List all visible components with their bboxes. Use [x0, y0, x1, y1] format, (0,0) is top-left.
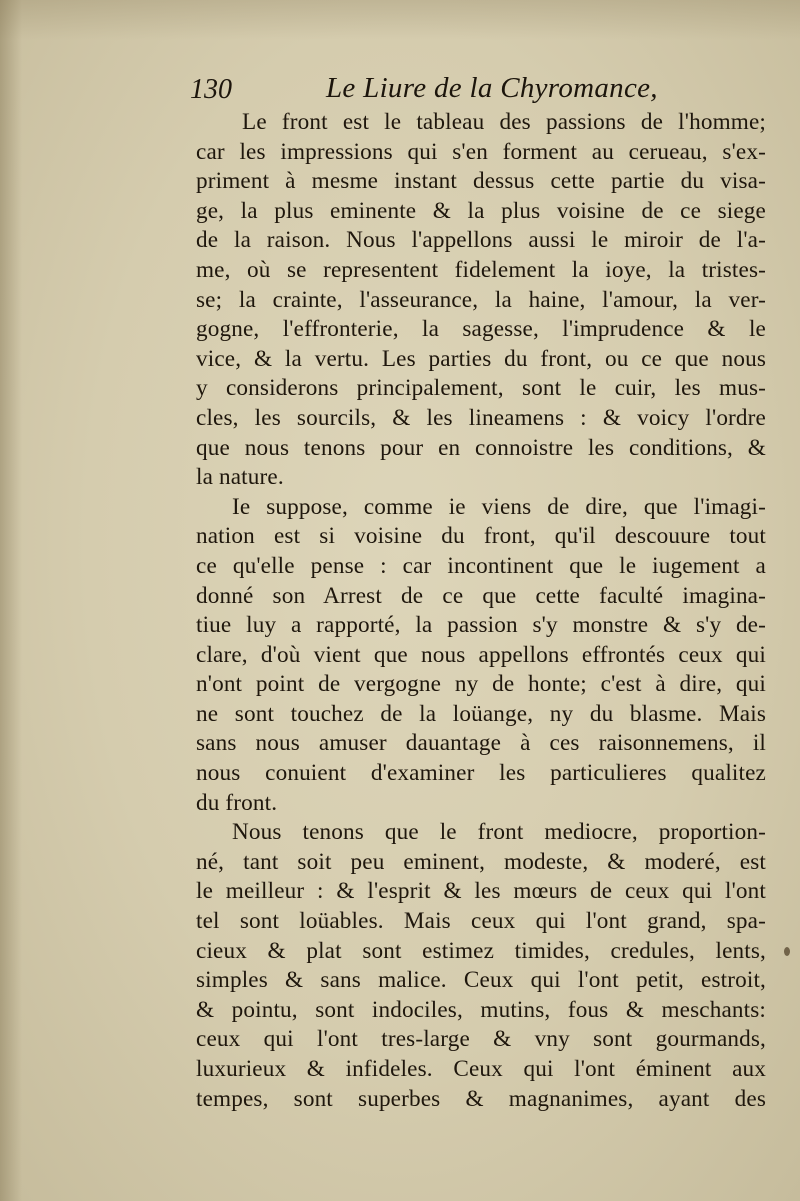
text-line: se; la crainte, l'asseurance, la haine, l'amour, la ver-	[196, 286, 766, 313]
text-line: y considerons principalement, sont le cuir, les mus-	[196, 375, 766, 402]
body-text	[196, 108, 766, 1114]
page-edge-shadow	[0, 0, 800, 40]
text-line: car les impressions qui s'en forment au cerueau, s'ex-	[196, 138, 766, 165]
text-line: Le front est le tableau des passions de l'homme;	[242, 109, 766, 135]
text-line: ne sont touchez de la loüange, ny du blasme. Mais	[196, 700, 766, 727]
page-header	[190, 72, 770, 108]
text-line: Ie suppose, comme ie viens de dire, que l'imagi-	[232, 493, 766, 520]
text-line: sans nous amuser dauantage à ces raisonnemens, il	[196, 730, 766, 757]
text-line: du front.	[196, 789, 278, 816]
text-line: tempes, sont superbes & magnanimes, ayant des	[196, 1085, 766, 1112]
text-line: la nature.	[196, 464, 284, 491]
text-line: Nous tenons que le front mediocre, proportion-	[232, 819, 766, 846]
text-line: ceux qui l'ont tres-large & vny sont gourmands,	[196, 1026, 766, 1053]
text-line: ge, la plus eminente & la plus voisine de ce siege	[196, 197, 766, 224]
text-line: nation est si voisine du front, qu'il descouure tout	[196, 523, 766, 550]
text-line: & pointu, sont indociles, mutins, fous & meschants:	[196, 996, 766, 1023]
text-line: cieux & plat sont estimez timides, credules, lents,	[196, 937, 766, 964]
text-line: luxurieux & infideles. Ceux qui l'ont éminent aux	[196, 1056, 766, 1082]
text-line: tiue luy a rapporté, la passion s'y monstre & s'y de-	[196, 612, 766, 639]
text-line: vice, & la vertu. Les parties du front, ou ce que nous	[196, 345, 766, 372]
text-line: priment à mesme instant dessus cette partie du visa-	[196, 168, 766, 195]
text-line: n'ont point de vergogne ny de honte; c'est à dire, qui	[196, 671, 766, 698]
page-number: 130	[190, 74, 232, 105]
text-line: de la raison. Nous l'appellons aussi le miroir de l'a-	[196, 227, 766, 254]
spine-shadow	[0, 0, 22, 1201]
text-line: cles, les sourcils, & les lineamens : & voicy l'ordre	[196, 404, 766, 431]
text-line: simples & sans malice. Ceux qui l'ont petit, estroit,	[196, 967, 766, 994]
text-line: me, où se representent fidelement la ioye, la tristes-	[196, 256, 766, 283]
text-line: nous conuient d'examiner les particulieres qualitez	[196, 760, 766, 787]
text-line: tel sont loüables. Mais ceux qui l'ont grand, spa-	[196, 908, 766, 935]
text-line: que nous tenons pour en connoistre les conditions, &	[196, 434, 766, 461]
text-line: gogne, l'effronterie, la sagesse, l'imprudence & le	[196, 316, 766, 343]
ink-speck	[784, 947, 790, 956]
text-line: né, tant soit peu eminent, modeste, & moderé, est	[196, 848, 766, 875]
text-line: ce qu'elle pense : car incontinent que le iugement a	[196, 552, 766, 579]
text-line: clare, d'où vient que nous appellons effrontés ceux qui	[196, 641, 766, 668]
text-line: donné son Arrest de ce que cette faculté imagina-	[196, 582, 766, 609]
text-line: le meilleur : & l'esprit & les mœurs de ceux qui l'ont	[196, 878, 766, 905]
running-title: Le Liure de la Chyromance,	[326, 72, 658, 104]
